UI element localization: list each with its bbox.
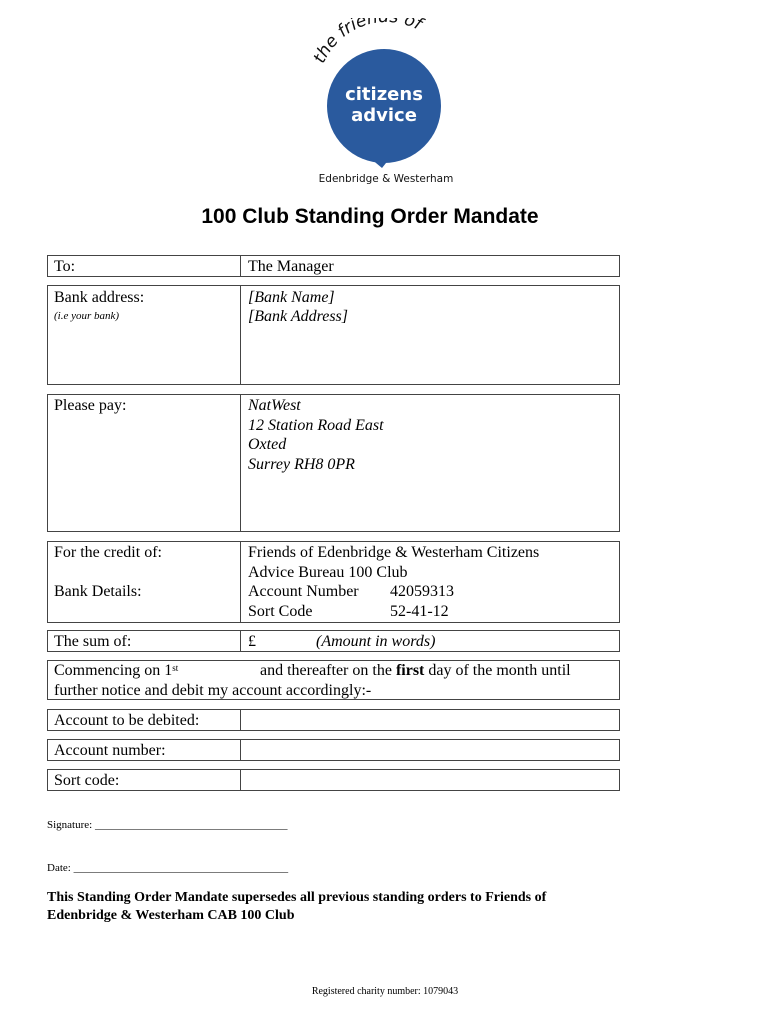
payee-name-line1: Friends of Edenbridge & Westerham Citizens bbox=[248, 544, 540, 561]
currency-symbol: £ bbox=[248, 633, 256, 650]
logo-arc-text: the frien of bbox=[309, 18, 425, 67]
bank-address: [Bank Address] bbox=[248, 308, 348, 325]
date-line[interactable]: Date: _______________________________________ bbox=[47, 862, 289, 874]
to-value: The Manager bbox=[248, 258, 334, 275]
bank-name: [Bank Name] bbox=[248, 289, 335, 306]
commencing-line1-rest: and thereafter on the first day of the month until bbox=[260, 662, 571, 679]
charity-number: Registered charity number: 1079043 bbox=[311, 986, 459, 997]
to-row bbox=[47, 255, 620, 277]
sort-code-row bbox=[47, 769, 620, 791]
payee-bank-line: 12 Station Road East bbox=[248, 416, 384, 434]
sort-code-value: 52-41-12 bbox=[390, 602, 449, 620]
account-number-value: 42059313 bbox=[390, 583, 454, 600]
citizens-advice-logo bbox=[300, 18, 470, 190]
page-title: 100 Club Standing Order Mandate bbox=[201, 205, 539, 228]
commencing-line1: Commencing on 1st bbox=[54, 662, 179, 679]
account-debited-field[interactable] bbox=[241, 710, 619, 730]
payee-bank-line: Oxted bbox=[248, 436, 287, 453]
logo-subtitle: Edenbridge & Westerham bbox=[318, 173, 454, 185]
sum-label: The sum of: bbox=[54, 633, 132, 650]
account-number-label: Account Number bbox=[248, 583, 359, 600]
logo bbox=[300, 18, 470, 190]
bank-details-label: Bank Details: bbox=[54, 583, 142, 600]
sort-code-field[interactable] bbox=[241, 770, 619, 790]
logo-speech-tail bbox=[370, 158, 390, 168]
please-pay-label: Please pay: bbox=[54, 397, 127, 414]
commencing-line2: further notice and debit my account accordingly:- bbox=[54, 681, 372, 699]
to-label: To: bbox=[54, 258, 76, 275]
bank-address-row bbox=[47, 285, 620, 385]
notice-line1: This Standing Order Mandate supersedes all previous standing orders to Friends of bbox=[47, 890, 547, 905]
please-pay-row bbox=[47, 394, 620, 532]
sort-code-field-label: Sort code: bbox=[54, 772, 120, 789]
account-debited-label: Account to be debited: bbox=[54, 712, 200, 729]
account-number-row bbox=[47, 739, 620, 761]
bank-address-hint: (i.e your bank) bbox=[54, 310, 120, 322]
credit-label: For the credit of: bbox=[54, 544, 162, 561]
signature-line[interactable]: Signature: ___________________________________ bbox=[47, 819, 288, 831]
commencing-row bbox=[47, 660, 620, 700]
logo-line2: advice bbox=[351, 105, 417, 126]
notice-line2: Edenbridge & Westerham CAB 100 Club bbox=[47, 908, 295, 923]
payee-bank-line: Surrey RH8 0PR bbox=[248, 455, 355, 473]
payee-bank-line: NatWest bbox=[248, 397, 301, 414]
bank-address-label: Bank address: bbox=[54, 289, 145, 306]
supersede-notice bbox=[47, 889, 647, 925]
credit-row bbox=[47, 541, 620, 623]
sum-row bbox=[47, 630, 620, 652]
sort-code-label: Sort Code bbox=[248, 602, 313, 620]
account-number-field[interactable] bbox=[241, 740, 619, 760]
account-number-field-label: Account number: bbox=[54, 742, 166, 759]
payee-name-line2: Advice Bureau 100 Club bbox=[248, 563, 408, 581]
amount-in-words[interactable]: (Amount in words) bbox=[316, 633, 436, 650]
logo-line1: citizens bbox=[345, 84, 423, 105]
account-debited-row bbox=[47, 709, 620, 731]
